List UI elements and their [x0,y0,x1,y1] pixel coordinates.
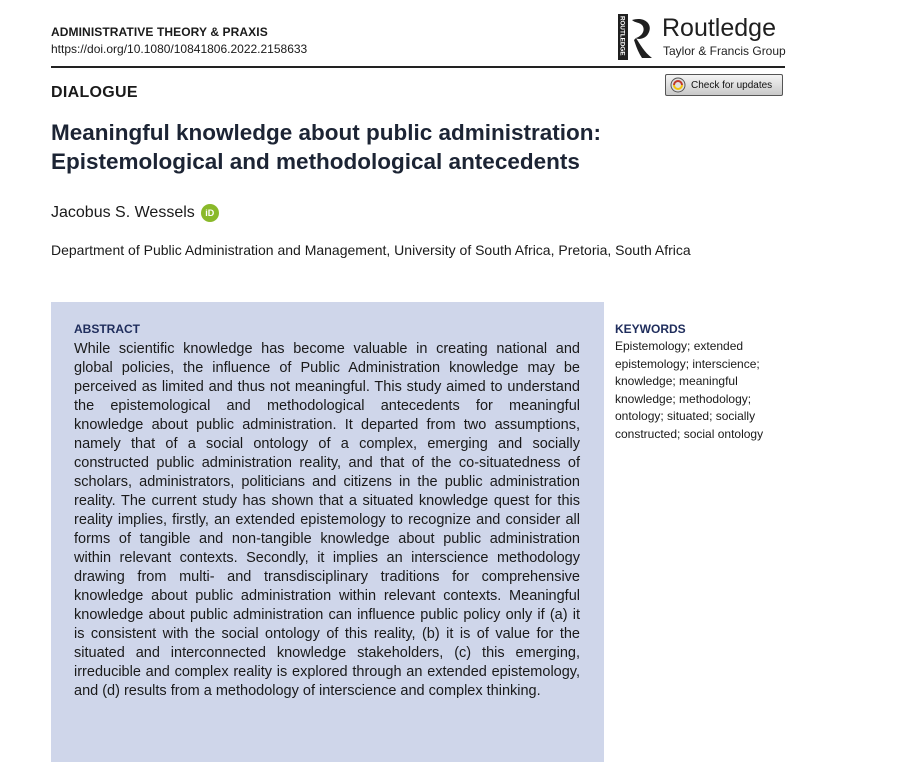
abstract-body: While scientific knowledge has become valuable in creating national and global policies, the influence of Public Administration knowledge may be perceived as limited and thus not meaningful. This study aimed to understand the epistemological and methodological antecedents for meaningful knowledge about public administration. It departed from two assumptions, namely that of a social ontology of a complex, emerging and socially constructed public administration reality, and that of the co-situatedness of scholars, administrators, politicians and citizens in the public administration reality. The current study has shown that a situated knowledge quest for this reality implies, firstly, an extended epistemology to recognize and consider all forms of tangible and non-tangible knowledge about public administration within relevant contexts. Secondly, it implies an interscience methodology drawing from multi- and transdisciplinary traditions for comprehensive knowledge about public administration within relevant contexts. Meaningful knowledge about public administration can influence public policy only if (a) it is consistent with the social ontology of this reality, (b) it is of value for the situated and interconnected knowledge stakeholders, (c) this emerging, irreducible and complex reality is explored through an extended epistemology, and (d) results from a methodology of interscience and complex thinking. [74,341,580,699]
check-for-updates-button[interactable] [665,74,783,96]
logo-mark-text: ROUTLEDGE [618,16,626,56]
check-updates-icon [670,77,686,93]
author-line [51,204,219,222]
journal-name: ADMINISTRATIVE THEORY & PRAXIS [51,25,268,39]
doi-link[interactable]: https://doi.org/10.1080/10841806.2022.2158633 [51,42,308,56]
author-affiliation: Department of Public Administration and Management, University of South Africa, Pretoria, South Africa [51,242,691,258]
routledge-logo-icon [618,14,656,60]
article-section: DIALOGUE [51,84,138,101]
publisher-logo[interactable] [618,14,788,60]
author-name[interactable]: Jacobus S. Wessels [51,204,195,221]
publisher-name: Routledge [662,14,776,42]
keywords-list: Epistemology; extended epistemology; interscience; knowledge; meaningful knowledge; methodology; ontology; situated; socially constructed; social ontology [615,339,764,441]
header-divider [51,66,785,68]
abstract-heading: ABSTRACT [74,322,140,336]
publisher-group: Taylor & Francis Group [663,44,786,58]
orcid-icon[interactable]: iD [201,204,219,222]
article-title: Meaningful knowledge about public administration: Epistemological and methodological antecedents [51,120,602,174]
keywords-heading: KEYWORDS [615,322,686,336]
check-for-updates-label: Check for updates [691,79,773,91]
